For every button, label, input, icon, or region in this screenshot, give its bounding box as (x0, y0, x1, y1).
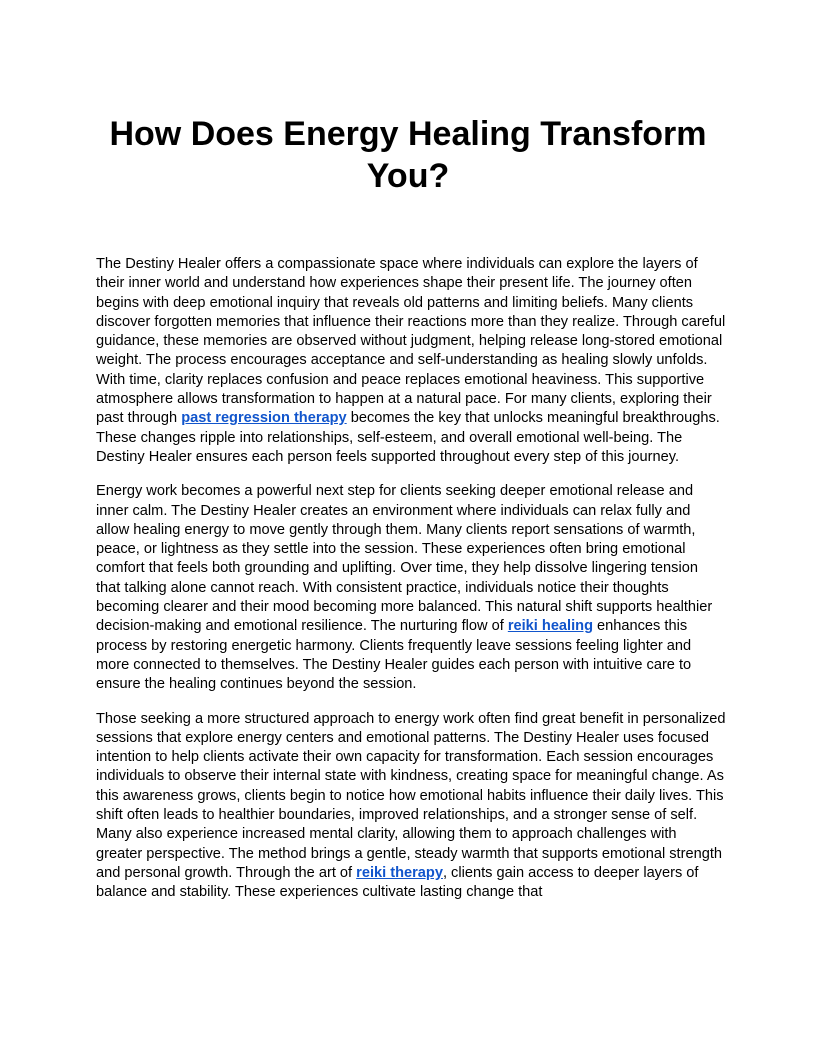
paragraph-3 (96, 710, 726, 903)
paragraph-2-text-before: Energy work becomes a powerful next step for clients seeking deeper emotional release and inner calm. The Destiny Healer creates an environment where individuals can relax fully and allow healing energy to move gently through them. Many clients report sensations of warmth, peace, or lightness as they settle into the session. These experiences often bring emotional comfort that feels both grounding and uplifting. Over time, they help dissolve lingering tension that talking alone cannot reach. With consistent practice, individuals notice their thoughts becoming clearer and their mood becoming more balanced. This natural shift supports healthier decision-making and emotional resilience. The nurturing flow of (96, 483, 713, 635)
paragraph-2 (96, 482, 726, 694)
reiki-healing-link[interactable]: reiki healing (507, 618, 593, 635)
past-regression-therapy-link[interactable]: past regression therapy (181, 410, 347, 427)
paragraph-1-text-before: The Destiny Healer offers a compassionate space where individuals can explore the layers of their inner world and understand how experiences shape their present life. The journey often begins with deep emotional inquiry that reveals old patterns and limiting beliefs. Many clients discover forgotten memories that influence their reactions more than they realize. Through careful guidance, these memories are observed without judgment, helping release long-stored emotional weight. The process encourages acceptance and self-understanding as healing slowly unfolds. With time, clarity replaces confusion and peace replaces emotional heaviness. This supportive atmosphere allows transformation to happen at a natural pace. For many clients, exploring their past through (96, 256, 726, 427)
paragraph-1-text-after: becomes the key that unlocks meaningful breakthroughs. These changes ripple into relationships, self-esteem, and overall emotional well-being. The Destiny Healer ensures each person feels supported throughout every step of this journey. (96, 410, 720, 465)
paragraph-1 (96, 255, 726, 467)
paragraph-2-text-after: enhances this process by restoring energetic harmony. Clients frequently leave sessions feeling lighter and more connected to themselves. The Destiny Healer guides each person with intuitive care to ensure the healing continues beyond the session. (96, 618, 692, 693)
paragraph-3-text-before: Those seeking a more structured approach to energy work often find great benefit in personalized sessions that explore energy centers and emotional patterns. The Destiny Healer uses focused intention to help clients activate their own capacity for transformation. Each session encourages individuals to observe their internal state with kindness, creating space for meaningful change. As this awareness grows, clients begin to notice how emotional habits influence their daily lives. This shift often leads to healthier boundaries, improved relationships, and a stronger sense of self. Many also experience increased mental clarity, allowing them to approach challenges with greater perspective. The method brings a gentle, steady warmth that supports emotional strength and personal growth. Through the art of (96, 710, 726, 881)
reiki-therapy-link[interactable]: reiki therapy (356, 864, 443, 881)
article-body (96, 255, 726, 918)
paragraph-3-text-after: , clients gain access to deeper layers of balance and stability. These experiences cultivate lasting change that (96, 864, 699, 901)
page-title: How Does Energy Healing Transform You? (109, 115, 707, 195)
